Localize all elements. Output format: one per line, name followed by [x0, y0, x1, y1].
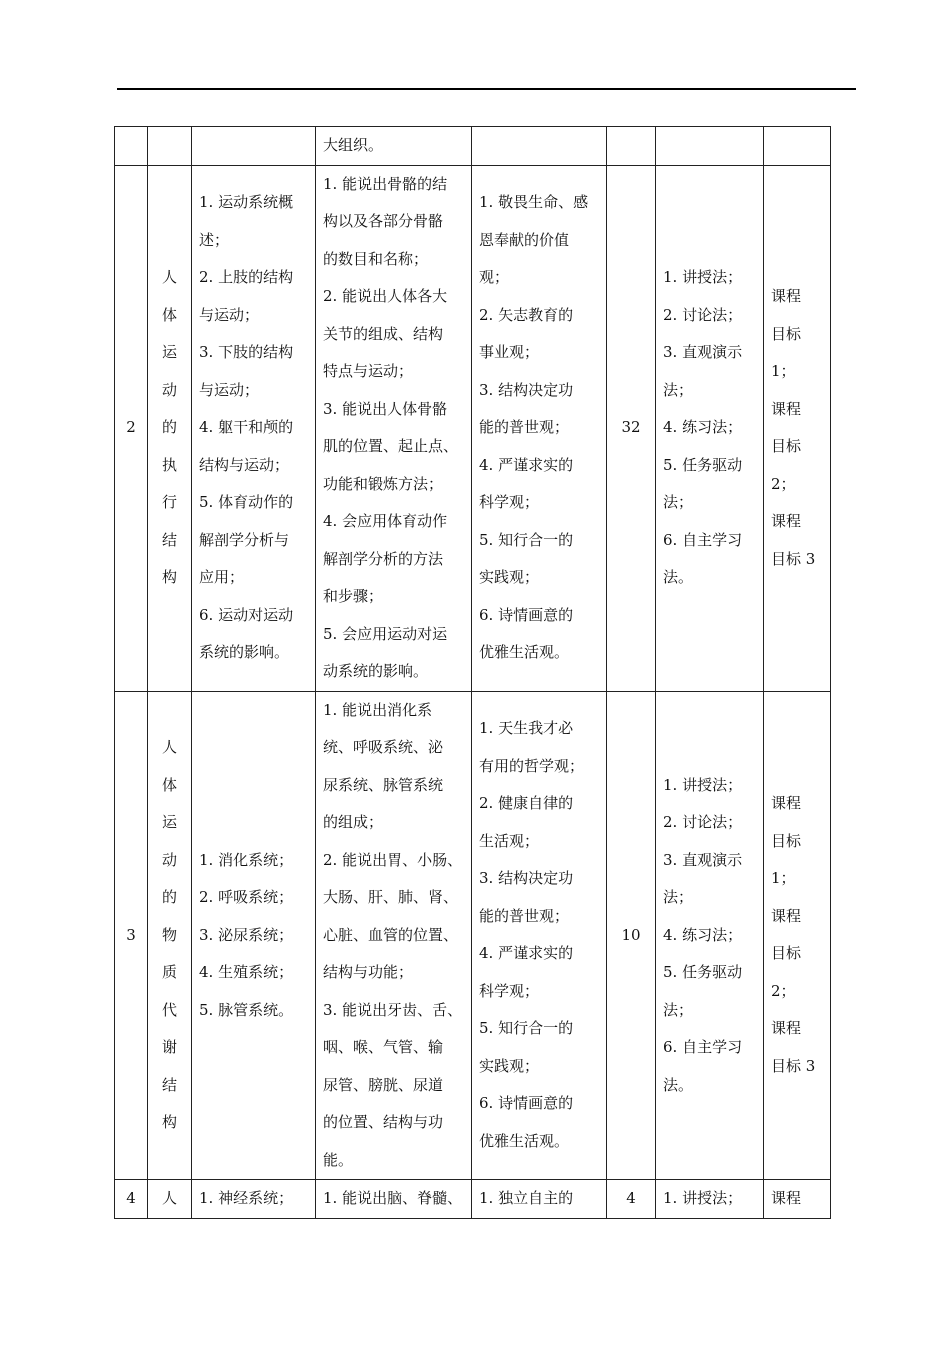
- method-line: 4. 练习法；: [663, 418, 743, 437]
- requirement-line: 3. 能说出人体骨骼: [323, 399, 448, 418]
- requirement-line: 尿系统、脉管系统: [323, 775, 444, 794]
- chapter-title-char: 执: [161, 455, 177, 474]
- content-line: 6. 运动对运动: [199, 605, 294, 624]
- objective-line: 课程: [771, 399, 802, 418]
- requirement-line: 大组织。: [323, 136, 384, 154]
- chapter-title-char: 的: [161, 888, 177, 906]
- objective-line: 目标: [771, 437, 802, 455]
- content-line: 1. 运动系统概: [199, 193, 294, 212]
- content-line: 系统的影响。: [199, 643, 290, 662]
- ideology-line: 2. 健康自律的: [479, 794, 574, 813]
- ideology-cell: [472, 127, 607, 166]
- chapter-title-char: 运: [161, 813, 177, 831]
- chapter-title-char: 代: [161, 1000, 177, 1019]
- hours-value: 4: [626, 1189, 636, 1207]
- table-row: [115, 165, 831, 691]
- requirement-line: 2. 能说出人体各大: [323, 287, 448, 305]
- method-line: 6. 自主学习: [663, 1038, 743, 1056]
- objective-line: 1；: [771, 362, 796, 380]
- chapter-title-char: 体: [161, 305, 177, 324]
- chapter-title-char: 结: [161, 530, 177, 549]
- method-line: 3. 直观演示: [663, 343, 743, 362]
- objective-line: 2；: [771, 474, 796, 493]
- method-line: 2. 讨论法；: [663, 813, 743, 831]
- method-line: 1. 讲授法；: [663, 268, 743, 287]
- table-row: [115, 1180, 831, 1219]
- methods-cell: [656, 1180, 764, 1219]
- chapter-title-char: 物: [161, 925, 177, 944]
- chapter-number-cell: [115, 691, 148, 1180]
- method-line: 1. 讲授法；: [663, 1189, 743, 1207]
- objective-line: 课程: [771, 794, 802, 813]
- objective-line: 2；: [771, 981, 796, 1000]
- requirement-line: 1. 能说出消化系: [323, 700, 433, 719]
- chapter-title-char: 体: [161, 775, 177, 794]
- ideology-line: 1. 独立自主的: [479, 1189, 574, 1207]
- objective-line: 课程: [771, 512, 802, 530]
- objective-line: 课程: [771, 1189, 802, 1207]
- content-line: 1. 神经系统；: [199, 1189, 294, 1207]
- ideology-line: 科学观；: [479, 981, 540, 1000]
- content-line: 3. 泌尿系统；: [199, 925, 294, 944]
- chapter-title-char: 行: [161, 493, 177, 512]
- chapter-title-char: 构: [161, 568, 177, 587]
- chapter-title-char: 人: [161, 1189, 177, 1207]
- header-rule: [117, 88, 856, 90]
- content-line: 应用；: [199, 568, 245, 587]
- method-line: 法；: [663, 493, 694, 512]
- table-body: [115, 127, 831, 1219]
- requirement-line: 咽、喉、气管、输: [323, 1038, 444, 1056]
- chapter-title-char: 动: [161, 850, 177, 869]
- content-line: 结构与运动；: [199, 455, 290, 474]
- requirement-line: 2. 能说出胃、小肠、: [323, 850, 463, 869]
- chapter-number: 2: [126, 418, 136, 437]
- ideology-line: 1. 天生我才必: [479, 719, 574, 738]
- method-line: 5. 任务驱动: [663, 963, 743, 981]
- ideology-line: 5. 知行合一的: [479, 1019, 574, 1038]
- content-line: 5. 体育动作的: [199, 493, 294, 512]
- content-line: 与运动；: [199, 305, 260, 324]
- objectives-cell: [764, 1180, 831, 1219]
- content-cell: [192, 127, 316, 166]
- hours-cell: [607, 1180, 656, 1219]
- requirement-line: 特点与运动；: [323, 362, 414, 380]
- method-line: 5. 任务驱动: [663, 455, 743, 474]
- ideology-line: 能的普世观；: [479, 418, 570, 437]
- chapter-number-cell: [115, 1180, 148, 1219]
- chapter-title-char: 谢: [161, 1038, 177, 1056]
- ideology-line: 实践观；: [479, 1056, 540, 1075]
- hours-cell: [607, 127, 656, 166]
- method-line: 法；: [663, 888, 694, 906]
- content-line: 解剖学分析与: [199, 530, 290, 549]
- chapter-title-char: 人: [161, 738, 177, 756]
- requirement-line: 心脏、血管的位置、: [323, 925, 459, 944]
- method-line: 4. 练习法；: [663, 925, 743, 944]
- chapter-title-char: 结: [161, 1075, 177, 1094]
- chapter-number: 3: [126, 925, 136, 944]
- content-line: 2. 上肢的结构: [199, 268, 294, 287]
- hours-value: 32: [621, 418, 641, 437]
- chapter-title-cell: [148, 127, 192, 166]
- chapter-title-cell: [148, 1180, 192, 1219]
- requirement-line: 统、呼吸系统、泌: [323, 738, 444, 756]
- content-line: 1. 消化系统；: [199, 850, 294, 869]
- content-cell: [192, 165, 316, 691]
- ideology-line: 1. 敬畏生命、感: [479, 193, 589, 212]
- chapter-number: 4: [126, 1189, 136, 1207]
- chapter-title-cell: [148, 165, 192, 691]
- objectives-cell: [764, 127, 831, 166]
- ideology-line: 优雅生活观。: [479, 643, 570, 662]
- objectives-cell: [764, 165, 831, 691]
- syllabus-table: [114, 126, 831, 1219]
- requirements-cell: [316, 1180, 472, 1219]
- objective-line: 课程: [771, 1019, 802, 1038]
- methods-cell: [656, 165, 764, 691]
- requirement-line: 的数目和名称；: [323, 249, 429, 268]
- method-line: 1. 讲授法；: [663, 775, 743, 794]
- ideology-line: 实践观；: [479, 568, 540, 587]
- hours-cell: [607, 165, 656, 691]
- requirement-line: 结构与功能；: [323, 963, 414, 981]
- chapter-title-char: 的: [161, 418, 177, 437]
- objective-line: 目标: [771, 944, 802, 963]
- requirement-line: 构以及各部分骨骼: [323, 212, 444, 230]
- chapter-title-cell: [148, 691, 192, 1180]
- requirement-line: 5. 会应用运动对运: [323, 624, 448, 643]
- requirement-line: 的组成；: [323, 813, 384, 831]
- requirement-line: 大肠、肝、肺、肾、: [323, 888, 459, 906]
- method-line: 6. 自主学习: [663, 530, 743, 549]
- method-line: 2. 讨论法；: [663, 305, 743, 324]
- ideology-line: 3. 结构决定功: [479, 380, 574, 399]
- objective-line: 目标: [771, 831, 802, 850]
- chapter-title-char: 质: [161, 963, 177, 981]
- objective-line: 目标: [771, 324, 802, 343]
- requirements-cell: [316, 165, 472, 691]
- table-row: [115, 127, 831, 166]
- chapter-title-char: 构: [161, 1113, 177, 1131]
- method-line: 法；: [663, 380, 694, 399]
- objectives-cell: [764, 691, 831, 1180]
- requirement-line: 能。: [323, 1150, 354, 1169]
- requirement-line: 功能和锻炼方法；: [323, 474, 444, 493]
- content-line: 4. 生殖系统；: [199, 963, 294, 981]
- method-line: 3. 直观演示: [663, 850, 743, 869]
- ideology-line: 4. 严谨求实的: [479, 455, 574, 474]
- ideology-line: 6. 诗情画意的: [479, 1094, 574, 1113]
- ideology-cell: [472, 165, 607, 691]
- method-line: 法。: [663, 568, 694, 587]
- methods-cell: [656, 691, 764, 1180]
- ideology-line: 恩奉献的价值: [479, 230, 570, 249]
- content-cell: [192, 1180, 316, 1219]
- requirement-line: 动系统的影响。: [323, 662, 429, 680]
- objective-line: 目标 3: [771, 549, 816, 568]
- requirement-line: 肌的位置、起止点、: [323, 437, 459, 455]
- chapter-number-cell: [115, 165, 148, 691]
- chapter-title-char: 人: [161, 268, 177, 287]
- content-cell: [192, 691, 316, 1180]
- ideology-line: 生活观；: [479, 831, 540, 850]
- requirement-line: 1. 能说出脑、脊髓、: [323, 1189, 463, 1207]
- objective-line: 1；: [771, 869, 796, 888]
- ideology-line: 3. 结构决定功: [479, 869, 574, 888]
- requirement-line: 4. 会应用体育动作: [323, 512, 448, 530]
- requirement-line: 3. 能说出牙齿、舌、: [323, 1000, 463, 1019]
- objective-line: 课程: [771, 906, 802, 925]
- content-line: 与运动；: [199, 380, 260, 399]
- methods-cell: [656, 127, 764, 166]
- requirements-cell: [316, 127, 472, 166]
- requirement-line: 尿管、膀胱、尿道: [323, 1075, 444, 1094]
- method-line: 法。: [663, 1075, 694, 1094]
- content-line: 4. 躯干和颅的: [199, 418, 294, 437]
- requirement-line: 和步骤；: [323, 587, 384, 605]
- requirement-line: 解剖学分析的方法: [323, 549, 444, 568]
- requirement-line: 1. 能说出骨骼的结: [323, 174, 448, 193]
- hours-cell: [607, 691, 656, 1180]
- ideology-line: 6. 诗情画意的: [479, 605, 574, 624]
- requirement-line: 的位置、结构与功: [323, 1113, 444, 1131]
- objective-line: 目标 3: [771, 1056, 816, 1075]
- ideology-line: 事业观；: [479, 343, 540, 362]
- ideology-line: 优雅生活观。: [479, 1131, 570, 1150]
- content-line: 述；: [199, 230, 230, 249]
- ideology-line: 5. 知行合一的: [479, 530, 574, 549]
- method-line: 法；: [663, 1000, 694, 1019]
- ideology-line: 科学观；: [479, 493, 540, 512]
- ideology-line: 观；: [479, 268, 510, 287]
- content-line: 2. 呼吸系统；: [199, 888, 294, 906]
- chapter-number-cell: [115, 127, 148, 166]
- chapter-title-char: 动: [161, 380, 177, 399]
- ideology-line: 2. 矢志教育的: [479, 305, 574, 324]
- ideology-line: 4. 严谨求实的: [479, 944, 574, 963]
- objective-line: 课程: [771, 287, 802, 305]
- ideology-cell: [472, 1180, 607, 1219]
- table-row: [115, 691, 831, 1180]
- hours-value: 10: [621, 925, 641, 944]
- ideology-line: 能的普世观；: [479, 906, 570, 925]
- requirements-cell: [316, 691, 472, 1180]
- requirement-line: 关节的组成、结构: [323, 324, 444, 343]
- chapter-title-char: 运: [161, 343, 177, 362]
- content-line: 5. 脉管系统。: [199, 1000, 294, 1019]
- content-line: 3. 下肢的结构: [199, 343, 294, 362]
- ideology-cell: [472, 691, 607, 1180]
- ideology-line: 有用的哲学观；: [479, 756, 585, 775]
